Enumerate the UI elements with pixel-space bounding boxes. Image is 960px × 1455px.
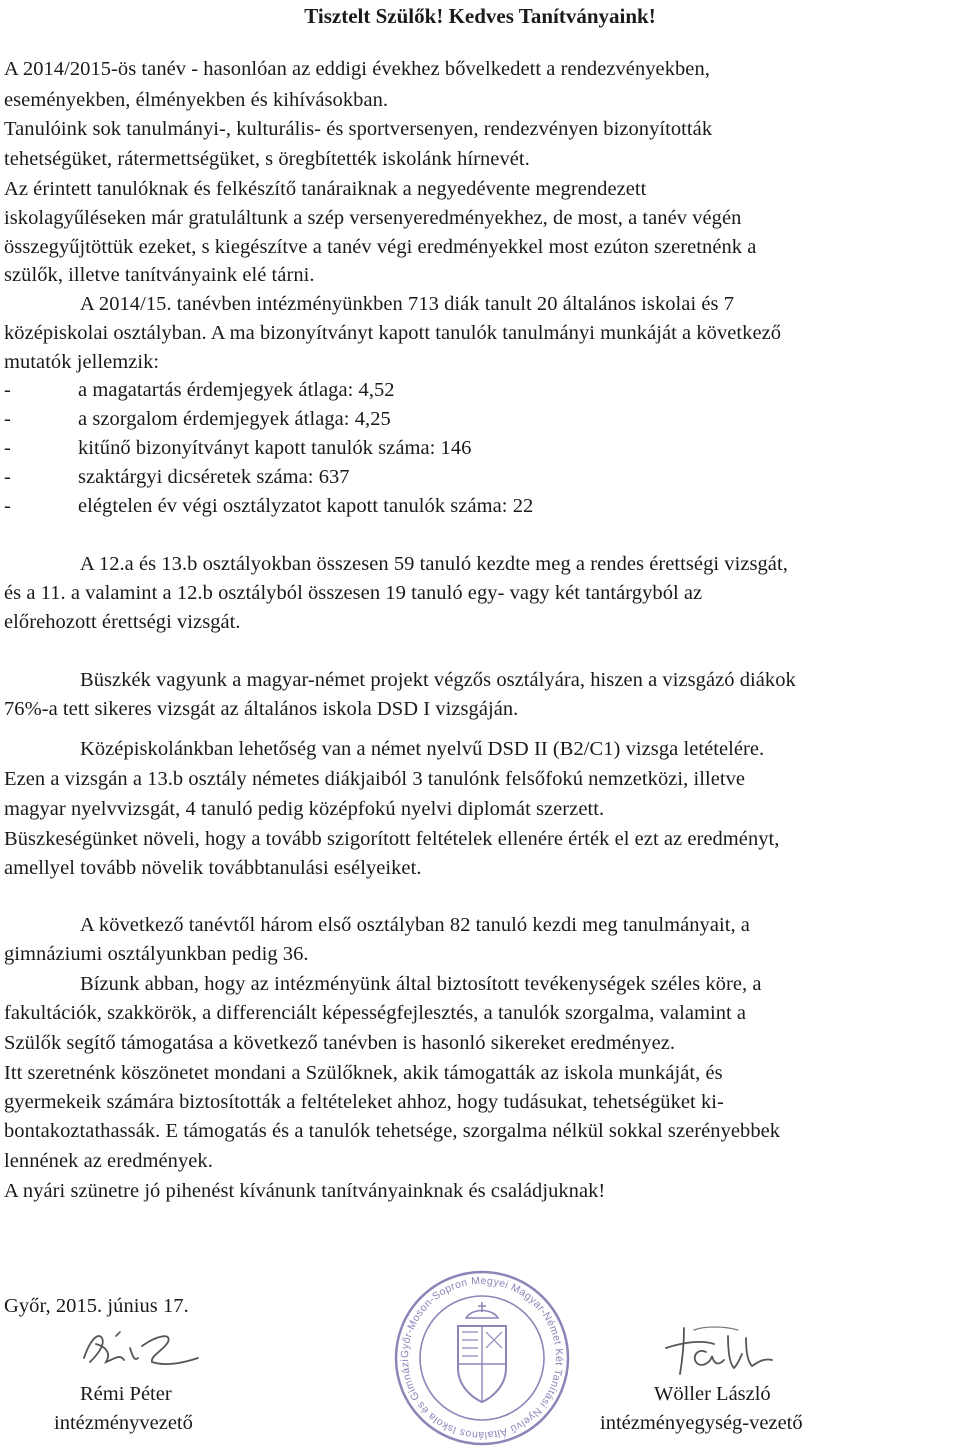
dsd-line: 76%-a tett sikeres vizsgát az általános iskola DSD I vizsgáján. [4,698,519,720]
intro-line: mutatók jellemzik: [4,351,160,373]
intro-line: szülők, illetve tanítványaink elé tárni. [4,264,315,286]
intro-line: iskolagyűléseken már gratuláltunk a szép versenyeredményekhez, de most, a tanév végén [4,207,742,229]
intro-line: A 2014/2015-ös tanév - hasonlóan az eddigi évekhez bővelkedett a rendezvényekben, [4,58,710,80]
dsd2-line: Középiskolánkban lehetőség van a német nyelvű DSD II (B2/C1) vizsga letételére. [80,738,765,760]
closing-line: Itt szeretnénk köszönetet mondani a Szülőknek, akik támogatták az iskola munkáját, és [4,1062,723,1084]
dsd2-line: magyar nyelvvizsgát, 4 tanuló pedig középfokú nyelvi diplomát szerzett. [4,798,605,820]
closing-line: fakultációk, szakkörök, a differenciált képességfejlesztés, a tanulók szorgalma, valamint a [4,1002,747,1024]
closing-line: A következő tanévtől három első osztályban 82 tanuló kezdi meg tanulmányait, a [80,914,750,936]
stat-item: - szaktárgyi dicséretek száma: 637 [4,466,350,488]
exam-line: A 12.a és 13.b osztályokban összesen 59 tanuló kezdte meg a rendes érettségi vizsgát, [80,553,788,575]
exam-line: előrehozott érettségi vizsgát. [4,611,241,633]
closing-line: gyermekeik számára biztosították a feltételeket ahhoz, hogy tudásukat, tehetségüket ki- [4,1091,724,1113]
closing-line: Szülők segítő támogatása a következő tanévben is hasonló sikereket eredményez. [4,1032,676,1054]
closing-line: Bízunk abban, hogy az intézményünk által biztosított tevékenységek széles köre, a [80,973,762,995]
intro-line: középiskolai osztályban. A ma bizonyítványt kapott tanulók tanulmányi munkáját a következő [4,322,782,344]
official-stamp [387,1259,572,1448]
closing-line: lennének az eredmények. [4,1150,213,1172]
signatory-name-left: Rémi Péter [80,1383,172,1405]
intro-line: Tanulóink sok tanulmányi-, kulturális- és sportversenyen, rendezvényen bizonyították [4,118,713,140]
stat-item: - kitűnő bizonyítványt kapott tanulók száma: 146 [4,437,472,459]
letter-title: Tisztelt Szülők! Kedves Tanítványaink! [304,4,656,28]
dsd2-line: Ezen a vizsgán a 13.b osztály németes diákjaiból 3 tanulónk felsőfokú nemzetközi, illetve [4,768,746,790]
closing-line: A nyári szünetre jó pihenést kívánunk tanítványainknak és családjuknak! [4,1180,606,1202]
stamp-text: Győr-Moson-Sopron Megyei Magyar-Német Két Tanítási Nyelvű Általános Iskola és Gimnázium 9024 Győr [387,1259,566,1442]
signatory-role-left: intézményvezető [54,1412,193,1434]
signature-remi-peter [76,1318,206,1378]
signature-woller-laszlo [654,1318,784,1383]
intro-line: összegyűjtöttük ezeket, s kiegészítve a tanév végi eredményekkel most ezúton szeretnénk a [4,236,757,258]
dsd2-line: amellyel tovább növelik továbbtanulási esélyeiket. [4,857,422,879]
dsd-line: Büszkék vagyunk a magyar-német projekt végzős osztályára, hiszen a vizsgázó diákok [80,669,796,691]
exam-line: és a 11. a valamint a 12.b osztályból összesen 19 tanuló egy- vagy két tantárgyból az [4,582,703,604]
intro-line: Az érintett tanulóknak és felkészítő tanáraiknak a negyedévente megrendezett [4,178,647,200]
closing-line: bontakoztathassák. E támogatás és a tanulók tehetsége, szorgalma nélkül sokkal szerényebbek [4,1120,781,1142]
stat-item: - a szorgalom érdemjegyek átlaga: 4,25 [4,408,391,430]
signatory-role-right: intézményegység-vezető [600,1412,803,1434]
dsd2-line: Büszkeségünket növeli, hogy a tovább szigorított feltételek ellenére érték el ezt az eredményt, [4,828,780,850]
place-date: Győr, 2015. június 17. [4,1295,189,1317]
intro-line: A 2014/15. tanévben intézményünkben 713 diák tanult 20 általános iskolai és 7 [80,293,735,315]
intro-line: tehetségüket, rátermettségüket, s öregbítették iskolánk hírnevét. [4,148,530,170]
intro-line: eseményekben, élményekben és kihívásokban. [4,89,389,111]
closing-line: gimnáziumi osztályunkban pedig 36. [4,943,309,965]
stat-item: - a magatartás érdemjegyek átlaga: 4,52 [4,379,395,401]
signatory-name-right: Wöller László [654,1383,771,1405]
stat-item: - elégtelen év végi osztályzatot kapott tanulók száma: 22 [4,495,534,517]
